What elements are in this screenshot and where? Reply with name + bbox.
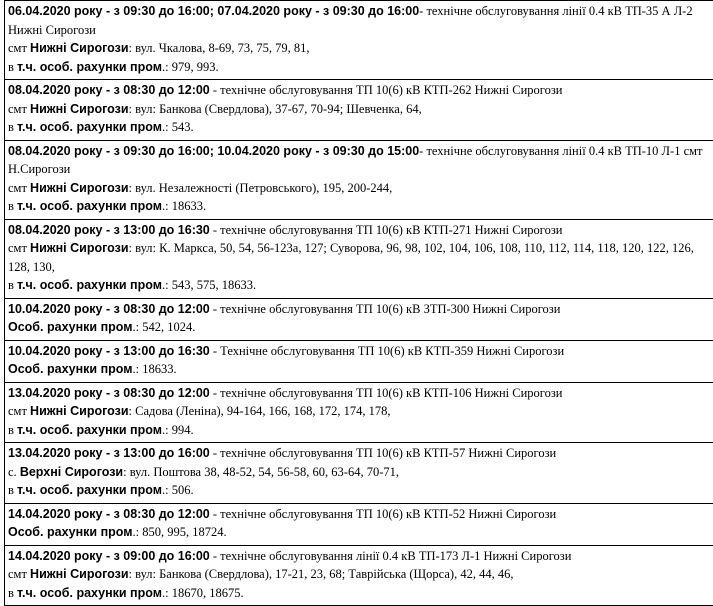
entry-header	[8, 505, 712, 524]
entry-date-time: 06.04.2020 року - з 09:30 до 16:00; 07.04.2020 року - з 09:30 до 16:00	[8, 4, 419, 18]
accounts-list: .: 979, 993.	[162, 60, 219, 74]
street-list: : вул: К. Маркса, 50, 54, 56-123а, 127; Суворова, 96, 98, 102, 104, 106, 108, 110, 112, 114, 118, 120, 122, 126, 128, 130,	[8, 241, 694, 274]
accounts-prefix: в	[8, 120, 17, 134]
settlement-name: Нижні Сирогози	[30, 241, 128, 255]
accounts-label: Особ. рахунки пром	[8, 525, 133, 539]
entry-date-time: 08.04.2020 року - з 13:00 до 16:30	[8, 223, 210, 237]
accounts-label: т.ч. особ. рахунки пром	[17, 423, 162, 437]
entry-location	[8, 39, 712, 58]
outage-entry	[4, 443, 713, 504]
outage-entry	[4, 0, 713, 80]
outage-entry	[4, 504, 713, 546]
entry-accounts	[8, 197, 712, 216]
entry-accounts	[8, 360, 712, 379]
accounts-prefix: в	[8, 423, 17, 437]
entry-description: - технічне обслуговування лінії 0.4 кВ ТП-173 Л-1 Нижні Сирогози	[210, 549, 572, 563]
accounts-prefix: в	[8, 199, 17, 213]
outage-schedule-document	[4, 0, 713, 606]
entry-location	[8, 100, 712, 119]
settlement-name: Нижні Сирогози	[30, 404, 128, 418]
outage-entry	[4, 141, 713, 220]
street-list: : Садова (Леніна), 94-164, 166, 168, 172, 174, 178,	[129, 404, 391, 418]
entry-accounts	[8, 584, 712, 603]
accounts-prefix: в	[8, 60, 17, 74]
entry-location	[8, 402, 712, 421]
accounts-label: Особ. рахунки пром	[8, 362, 133, 376]
entry-accounts	[8, 58, 712, 77]
entry-description: - технічне обслуговування лінії 0.4 кВ ТП-10 Л-1 смт Н.Сирогози	[8, 144, 703, 177]
entry-header	[8, 547, 712, 566]
entry-date-time: 10.04.2020 року - з 13:00 до 16:30	[8, 344, 210, 358]
outage-entry	[4, 299, 713, 341]
entry-accounts	[8, 276, 712, 295]
settlement-type: смт	[8, 241, 30, 255]
entry-date-time: 10.04.2020 року - з 08:30 до 12:00	[8, 302, 210, 316]
entry-date-time: 08.04.2020 року - з 09:30 до 16:00; 10.04.2020 року - з 09:30 до 15:00	[8, 144, 419, 158]
settlement-type: смт	[8, 567, 30, 581]
entry-date-time: 13.04.2020 року - з 08:30 до 12:00	[8, 386, 210, 400]
settlement-type: смт	[8, 404, 30, 418]
settlement-name: Верхні Сирогози	[20, 465, 123, 479]
entry-description: - технічне обслуговування ТП 10(6) кВ КТП-57 Нижні Сирогози	[210, 446, 556, 460]
entry-accounts	[8, 318, 712, 337]
entry-description: - технічне обслуговування ТП 10(6) кВ КТП-52 Нижні Сирогози	[210, 507, 556, 521]
settlement-type: с.	[8, 465, 20, 479]
accounts-list: .: 18670, 18675.	[162, 586, 244, 600]
accounts-label: т.ч. особ. рахунки пром	[17, 120, 162, 134]
accounts-list: .: 850, 995, 18724.	[133, 525, 227, 539]
entry-header	[8, 444, 712, 463]
entry-date-time: 13.04.2020 року - з 13:00 до 16:00	[8, 446, 210, 460]
entry-location	[8, 179, 712, 198]
accounts-prefix: в	[8, 483, 17, 497]
accounts-prefix: в	[8, 586, 17, 600]
outage-entry	[4, 546, 713, 606]
entry-header	[8, 342, 712, 361]
entry-description: - технічне обслуговування ТП 10(6) кВ КТП-271 Нижні Сирогози	[210, 223, 563, 237]
outage-entry	[4, 341, 713, 383]
settlement-name: Нижні Сирогози	[30, 567, 128, 581]
entry-header	[8, 2, 712, 39]
entry-date-time: 14.04.2020 року - з 08:30 до 12:00	[8, 507, 210, 521]
accounts-label: т.ч. особ. рахунки пром	[17, 278, 162, 292]
accounts-list: .: 994.	[162, 423, 194, 437]
accounts-list: .: 543, 575, 18633.	[162, 278, 256, 292]
entry-description: - Технічне обслуговування ТП 10(6) кВ КТП-359 Нижні Сирогози	[210, 344, 564, 358]
settlement-type: смт	[8, 102, 30, 116]
entry-description: - технічне обслуговування лінії 0.4 кВ ТП-35 А Л-2 Нижні Сирогози	[8, 4, 693, 37]
accounts-label: т.ч. особ. рахунки пром	[17, 60, 162, 74]
accounts-label: Особ. рахунки пром	[8, 320, 133, 334]
entry-description: - технічне обслуговування ТП 10(6) кВ КТП-262 Нижні Сирогози	[210, 83, 563, 97]
street-list: : вул. Чкалова, 8-69, 73, 75, 79, 81,	[129, 41, 310, 55]
accounts-label: т.ч. особ. рахунки пром	[17, 586, 162, 600]
accounts-label: т.ч. особ. рахунки пром	[17, 199, 162, 213]
entry-date-time: 14.04.2020 року - з 09:00 до 16:00	[8, 549, 210, 563]
entry-accounts	[8, 118, 712, 137]
accounts-label: т.ч. особ. рахунки пром	[17, 483, 162, 497]
accounts-prefix: в	[8, 278, 17, 292]
entry-date-time: 08.04.2020 року - з 08:30 до 12:00	[8, 83, 210, 97]
street-list: : вул. Поштова 38, 48-52, 54, 56-58, 60, 63-64, 70-71,	[123, 465, 399, 479]
entry-description: - технічне обслуговування ТП 10(6) кВ КТП-106 Нижні Сирогози	[210, 386, 563, 400]
street-list: : вул. Незалежності (Петровського), 195, 200-244,	[129, 181, 393, 195]
entry-location	[8, 565, 712, 584]
accounts-list: .: 543.	[162, 120, 194, 134]
entry-header	[8, 300, 712, 319]
street-list: : вул: Банкова (Свердлова), 37-67, 70-94; Шевченка, 64,	[129, 102, 422, 116]
entry-header	[8, 221, 712, 240]
entry-description: - технічне обслуговування ТП 10(6) кВ ЗТП-300 Нижні Сирогози	[210, 302, 561, 316]
accounts-list: .: 506.	[162, 483, 194, 497]
entry-location	[8, 239, 712, 276]
street-list: : вул: Банкова (Свердлова), 17-21, 23, 68; Таврійська (Щорса), 42, 44, 46,	[129, 567, 514, 581]
outage-entry	[4, 80, 713, 141]
accounts-list: .: 542, 1024.	[133, 320, 196, 334]
entry-header	[8, 142, 712, 179]
outage-entry	[4, 383, 713, 444]
settlement-type: смт	[8, 181, 30, 195]
accounts-list: .: 18633.	[162, 199, 206, 213]
entry-header	[8, 384, 712, 403]
entry-accounts	[8, 421, 712, 440]
entry-location	[8, 463, 712, 482]
settlement-name: Нижні Сирогози	[30, 41, 128, 55]
settlement-name: Нижні Сирогози	[30, 102, 128, 116]
entry-accounts	[8, 523, 712, 542]
entry-header	[8, 81, 712, 100]
entry-accounts	[8, 481, 712, 500]
settlement-name: Нижні Сирогози	[30, 181, 128, 195]
settlement-type: смт	[8, 41, 30, 55]
outage-entry	[4, 220, 713, 299]
accounts-list: .: 18633.	[133, 362, 177, 376]
